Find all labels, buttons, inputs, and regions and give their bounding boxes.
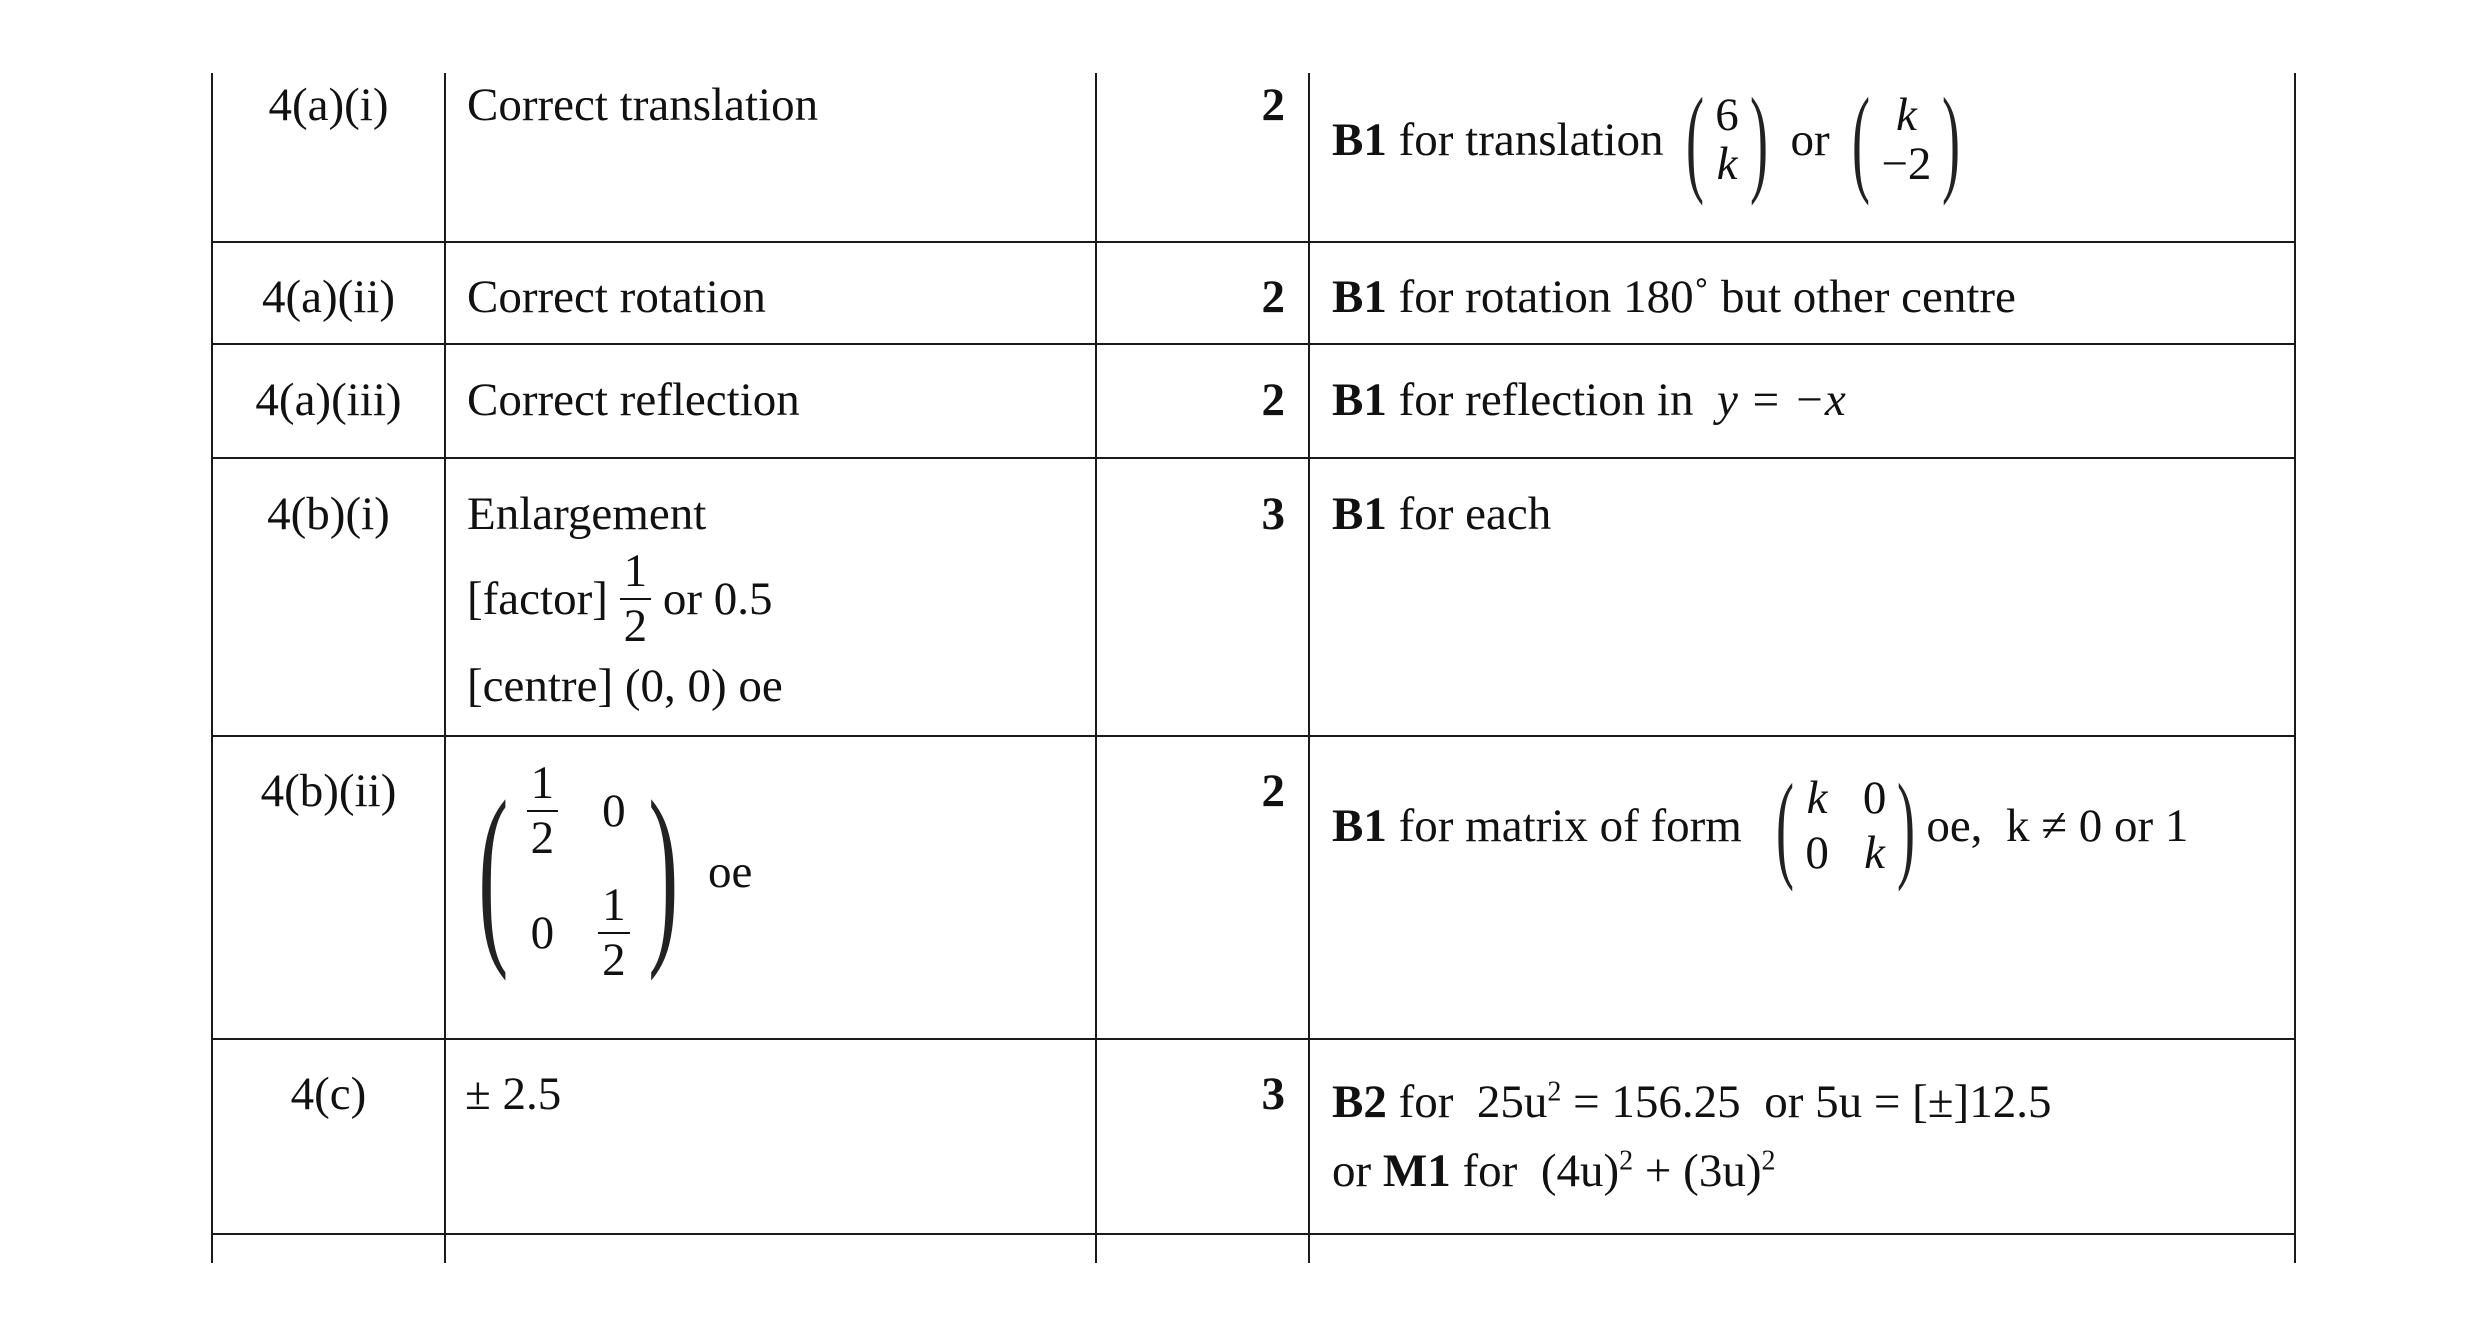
mark-code: B1 [1332, 799, 1387, 852]
marks-value: 2 [1261, 374, 1285, 426]
scale-factor-fraction: $\frac{1}{2}$ [620, 548, 652, 650]
note-text: or [1332, 1145, 1372, 1197]
matrix-entry: $\frac{1}{2}$ [598, 882, 630, 984]
answer-suffix: or 0.5 [662, 572, 773, 625]
marks-value: 3 [1261, 488, 1285, 540]
guidance-note [1332, 374, 1846, 426]
mark-code: B1 [1332, 488, 1387, 540]
answer-text: Correct translation [467, 79, 819, 131]
mark-code: B1 [1332, 271, 1387, 323]
note-text: for rotation 180˚ but other centre [1398, 271, 2016, 323]
answer-suffix: oe [707, 845, 753, 898]
marks-value: 3 [1261, 1068, 1285, 1120]
vector-entry: 6 [1715, 88, 1739, 141]
row-divider [211, 457, 2296, 459]
vector-entry: k [1895, 88, 1917, 141]
row-divider [211, 735, 2296, 737]
vector-entry: −2 [1881, 138, 1932, 190]
translation-vector-2: ( k −2 ) [1852, 73, 1961, 206]
question-label: 4(b)(ii) [260, 765, 397, 817]
mark-code: B1 [1332, 374, 1387, 426]
guidance-note [1332, 73, 1971, 206]
table-border-right [2294, 73, 2296, 1263]
answer-line-1: Enlargement [467, 488, 707, 540]
matrix-entry: 0 [1805, 827, 1829, 879]
note-text: or [1764, 1076, 1804, 1128]
row-divider [211, 343, 2296, 345]
guidance-note-line-2 [1332, 1145, 1776, 1197]
mark-code: B1 [1332, 113, 1387, 166]
note-text: for [1398, 1076, 1454, 1128]
note-text: for each [1398, 488, 1552, 540]
row-divider [211, 1038, 2296, 1040]
question-label: 4(c) [290, 1068, 367, 1120]
condition-text: k ≠ 0 or 1 [2005, 799, 2189, 852]
mark-code: M1 [1382, 1145, 1451, 1197]
matrix-entry: k [1864, 827, 1886, 879]
column-divider-question [444, 73, 446, 1263]
row-divider [211, 1233, 2296, 1235]
matrix-entry: k [1806, 772, 1828, 824]
answer-text: Correct reflection [467, 374, 800, 426]
guidance-note [1332, 271, 2016, 323]
note-text: for translation [1398, 113, 1664, 166]
reflection-line-equation: y = −x [1717, 374, 1846, 426]
connector-text: or [1790, 113, 1830, 166]
matrix-entry: 0 [530, 906, 555, 959]
question-label: 4(b)(i) [267, 488, 390, 540]
column-divider-answer [1095, 73, 1097, 1263]
note-text: for reflection in [1398, 374, 1694, 426]
answer-matrix: ( $\frac{1}{2}$ 0 0 $\frac{1}{2}$ ) oe [478, 757, 753, 986]
equation: $(4u)^2 + (3u)^2$ [1540, 1145, 1776, 1197]
answer-line-3: [centre] (0, 0) oe [467, 660, 783, 712]
marks-value: 2 [1261, 271, 1285, 323]
answer-prefix: [factor] [467, 572, 608, 625]
translation-vector-1: ( 6 k ) [1686, 73, 1768, 206]
note-text: for matrix of form [1398, 799, 1742, 852]
mark-code: B2 [1332, 1076, 1387, 1128]
matrix-entry: $\frac{1}{2}$ [527, 760, 559, 862]
marks-value: 2 [1261, 765, 1285, 817]
matrix-entry: 0 [602, 784, 626, 837]
guidance-note-line-1 [1332, 1076, 2052, 1128]
guidance-note [1332, 759, 2189, 892]
question-label: 4(a)(i) [268, 79, 389, 131]
answer-text: ± 2.5 [465, 1068, 562, 1120]
marks-value: 2 [1261, 79, 1285, 131]
column-divider-marks [1308, 73, 1310, 1263]
question-label: 4(a)(iii) [255, 374, 402, 426]
vector-entry: k [1716, 138, 1738, 190]
answer-line-2 [467, 545, 773, 652]
matrix-form: ( k 0 0 k ) [1776, 759, 1916, 892]
row-divider [211, 241, 2296, 243]
equation: 5u = [±]12.5 [1815, 1076, 2052, 1128]
question-label: 4(a)(ii) [261, 271, 396, 323]
answer-text: Correct rotation [467, 271, 766, 323]
note-tail: oe, [1926, 799, 1983, 852]
equation: $25u^2 = 156.25$ [1476, 1076, 1741, 1128]
note-text: for [1462, 1145, 1518, 1197]
guidance-note [1332, 488, 1552, 540]
matrix-entry: 0 [1862, 772, 1887, 824]
